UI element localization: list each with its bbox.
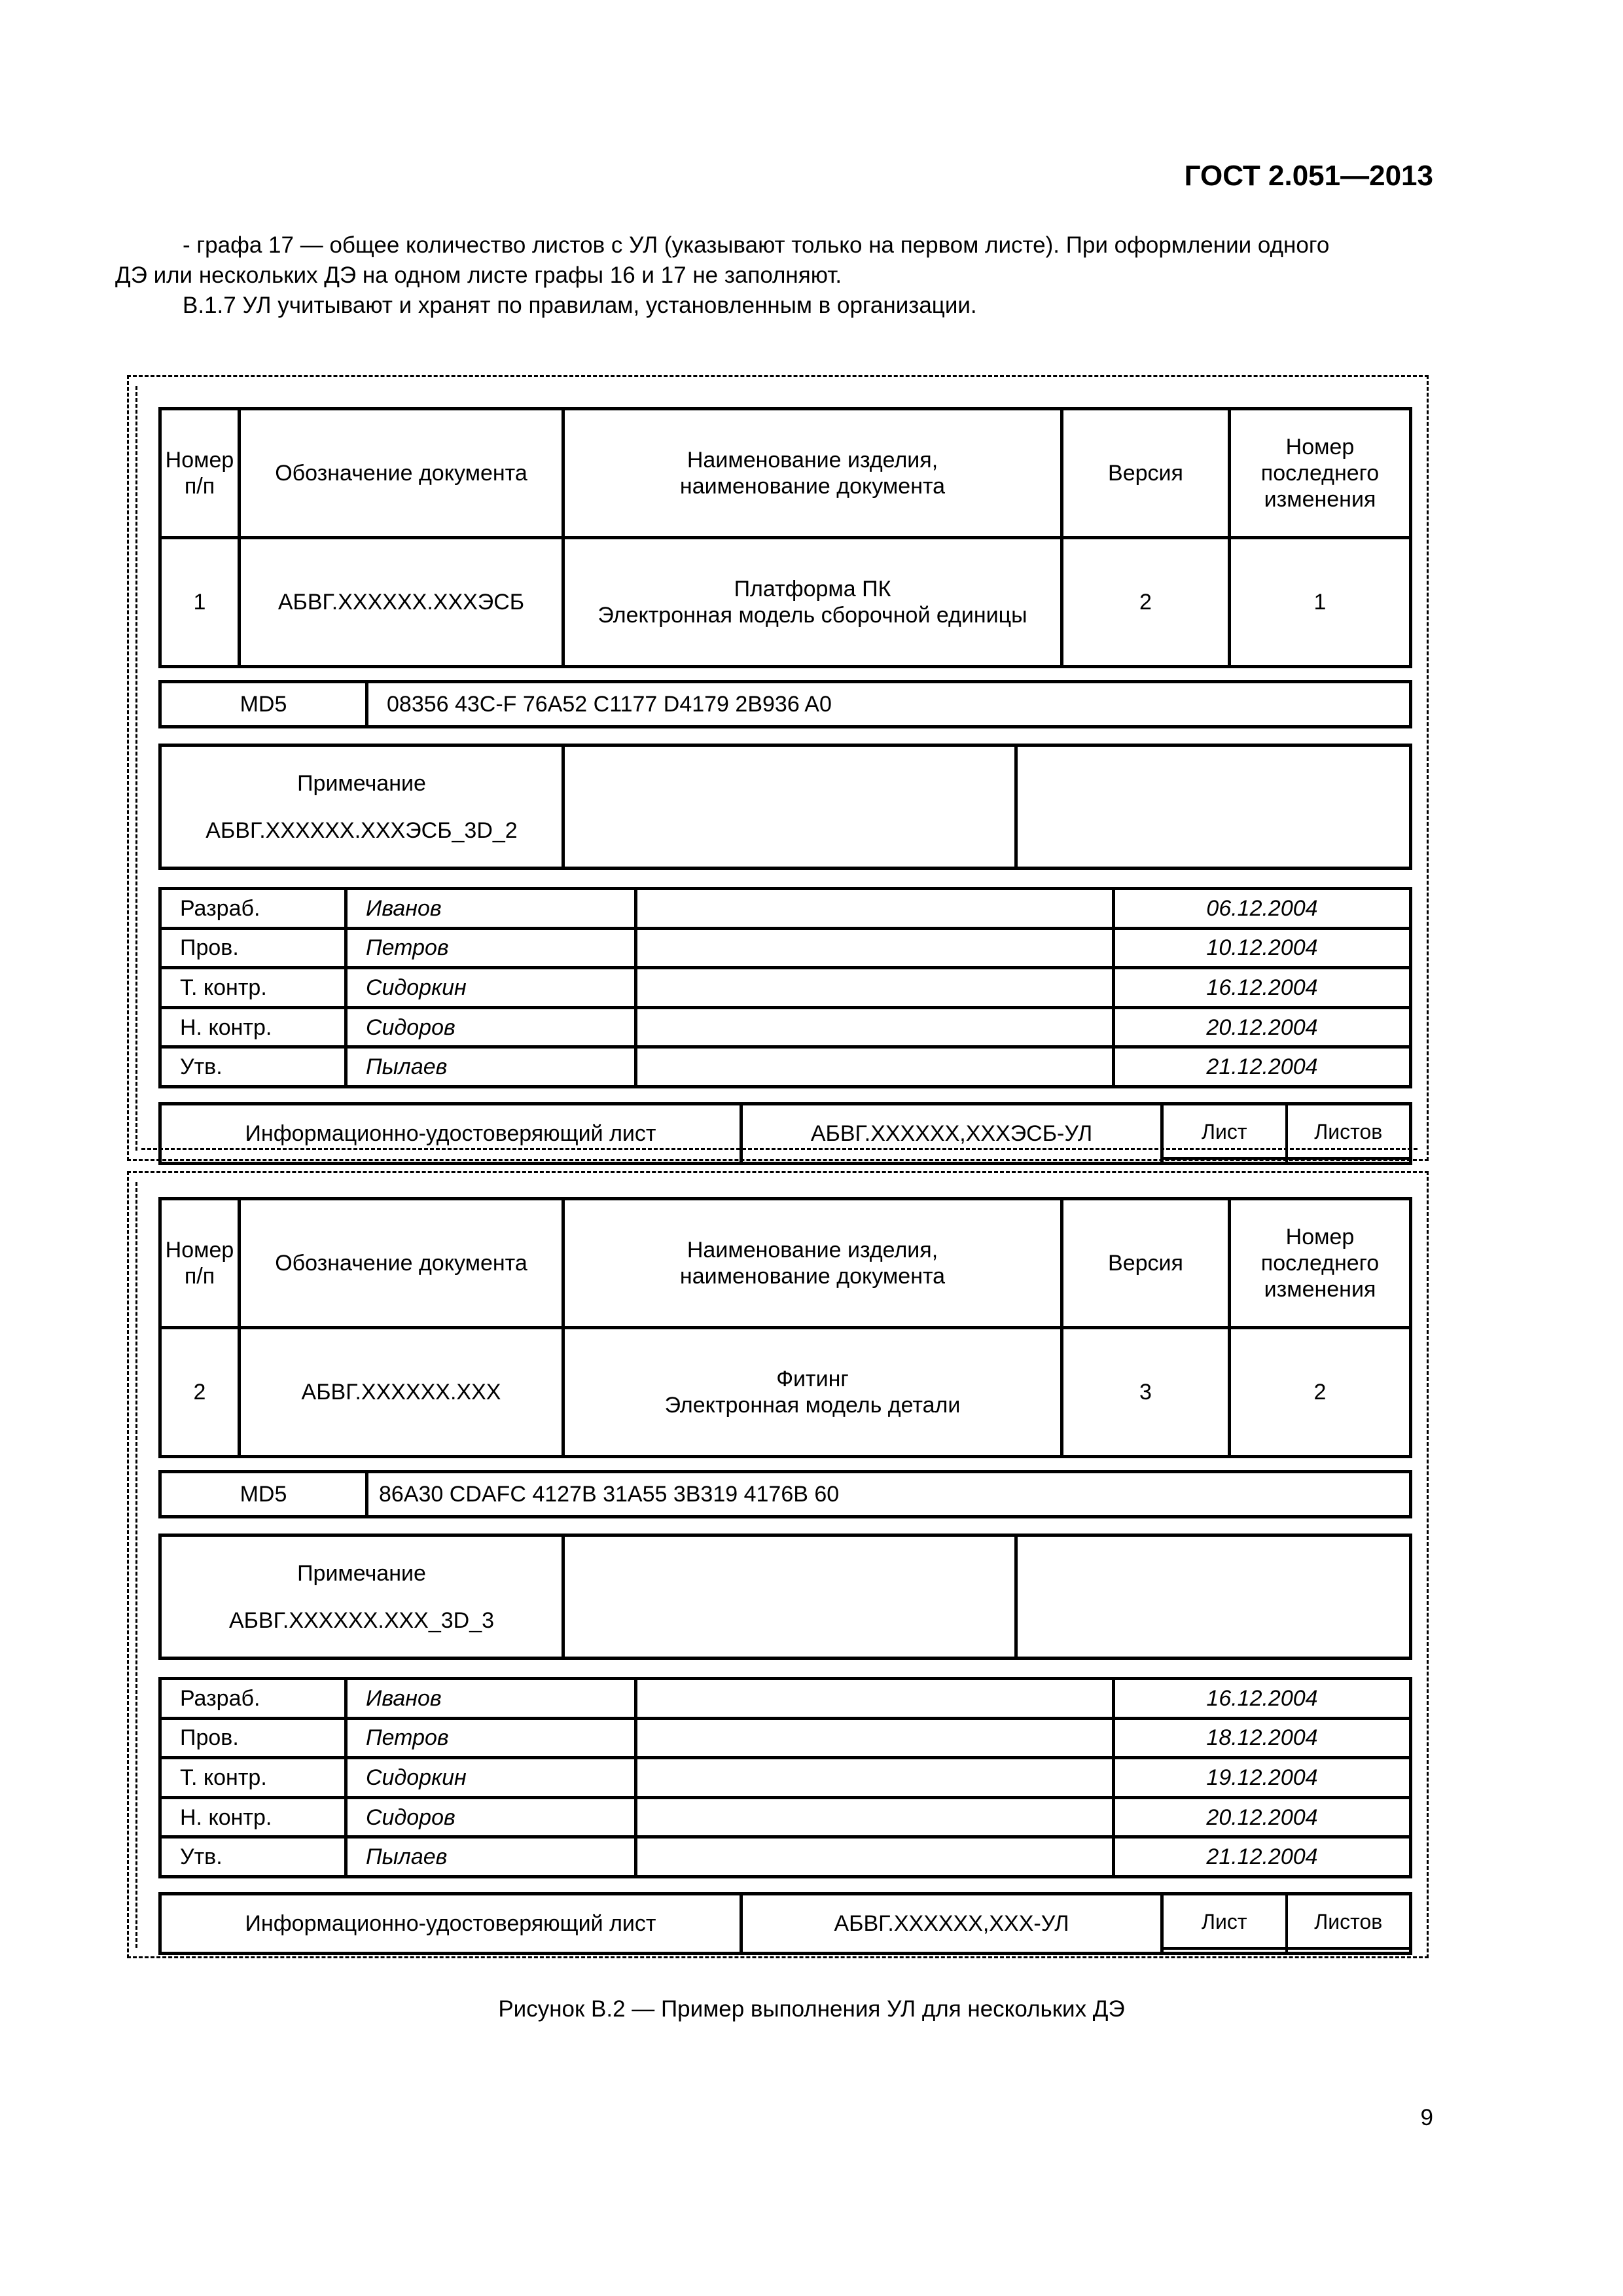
title-block <box>158 1892 1412 1955</box>
signature-blank <box>636 1758 1114 1798</box>
row-version: 3 <box>1062 1328 1230 1457</box>
signature-name: Сидоркин <box>346 1758 636 1798</box>
row-name: Платформа ПК Электронная модель сборочной единицы <box>563 538 1062 667</box>
col-num-header: Номер п/п <box>160 409 240 538</box>
sheets-label: Листов <box>1287 1105 1410 1158</box>
signature-name: Петров <box>346 928 636 968</box>
signature-date: 10.12.2004 <box>1114 928 1411 968</box>
signature-name: Сидоркин <box>346 968 636 1008</box>
signature-blank <box>636 928 1114 968</box>
figure-caption: Рисунок В.2 — Пример выполнения УЛ для нескольких ДЭ <box>498 1996 1125 2022</box>
document-code: АБВГ.XXXXXX,XXX-УЛ <box>741 1894 1162 1954</box>
row-designation: АБВГ.XXXXXX.XXX <box>240 1328 563 1457</box>
row-change: 2 <box>1230 1328 1411 1457</box>
note-label: Примечание <box>297 770 426 796</box>
signature-name: Сидоров <box>346 1797 636 1837</box>
signature-blank <box>636 1679 1114 1719</box>
sheet-frame-1-inner-line <box>135 386 137 1151</box>
signature-row <box>160 1837 1411 1877</box>
col-version-header: Версия <box>1062 1199 1230 1328</box>
signature-name: Иванов <box>346 1679 636 1719</box>
row-num: 1 <box>160 538 240 667</box>
signature-date: 18.12.2004 <box>1114 1718 1411 1758</box>
signature-role: Т. контр. <box>160 968 346 1008</box>
signature-date: 21.12.2004 <box>1114 1837 1411 1877</box>
signature-row <box>160 1797 1411 1837</box>
signature-row <box>160 928 1411 968</box>
note-table <box>158 744 1412 870</box>
signature-blank <box>636 1797 1114 1837</box>
signature-name: Пылаев <box>346 1047 636 1087</box>
document-table <box>158 407 1412 668</box>
signature-date: 20.12.2004 <box>1114 1797 1411 1837</box>
signature-date: 16.12.2004 <box>1114 968 1411 1008</box>
signature-role: Пров. <box>160 928 346 968</box>
md5-value: 08356 43C-F 76A52 C1177 D4179 2B936 A0 <box>367 682 1411 727</box>
col-version-header: Версия <box>1062 409 1230 538</box>
col-name-header: Наименование изделия, наименование документа <box>563 409 1062 538</box>
sheet-title: Информационно-удостоверяющий лист <box>160 1894 741 1954</box>
signature-row <box>160 889 1411 929</box>
row-version: 2 <box>1062 538 1230 667</box>
note-cell <box>160 745 563 869</box>
md5-value: 86A30 CDAFC 4127B 31A55 3B319 4176B 60 <box>367 1472 1411 1517</box>
signature-date: 20.12.2004 <box>1114 1007 1411 1047</box>
signature-role: Разраб. <box>160 1679 346 1719</box>
md5-label: MD5 <box>160 1472 367 1517</box>
signature-name: Иванов <box>346 889 636 929</box>
signatures-table <box>158 887 1412 1088</box>
row-num: 2 <box>160 1328 240 1457</box>
signature-row <box>160 1718 1411 1758</box>
sheet-value <box>1164 1948 1287 1952</box>
signature-blank <box>636 1837 1114 1877</box>
table-row <box>160 538 1411 667</box>
note-cell <box>160 1535 563 1659</box>
note-label: Примечание <box>297 1560 426 1586</box>
signature-date: 21.12.2004 <box>1114 1047 1411 1087</box>
title-block <box>158 1102 1412 1165</box>
signature-row <box>160 968 1411 1008</box>
signature-blank <box>636 889 1114 929</box>
sheet-count <box>1164 1895 1409 1952</box>
signature-blank <box>636 968 1114 1008</box>
note-table <box>158 1534 1412 1660</box>
sheet-label: Лист <box>1164 1895 1287 1948</box>
note-empty-2 <box>1016 745 1411 869</box>
col-change-header: Номер последнего изменения <box>1230 1199 1411 1328</box>
col-change-header: Номер последнего изменения <box>1230 409 1411 538</box>
md5-table <box>158 680 1412 728</box>
signature-name: Пылаев <box>346 1837 636 1877</box>
signature-name: Сидоров <box>346 1007 636 1047</box>
col-designation-header: Обозначение документа <box>240 409 563 538</box>
col-num-header: Номер п/п <box>160 1199 240 1328</box>
sheets-value <box>1287 1948 1410 1952</box>
signature-row <box>160 1047 1411 1087</box>
signature-date: 06.12.2004 <box>1114 889 1411 929</box>
row-name: Фитинг Электронная модель детали <box>563 1328 1062 1457</box>
document-table <box>158 1197 1412 1458</box>
signature-blank <box>636 1718 1114 1758</box>
page-number: 9 <box>1420 2105 1433 2130</box>
md5-table <box>158 1470 1412 1518</box>
row-change: 1 <box>1230 538 1411 667</box>
intro-line-3: В.1.7 УЛ учитывают и хранят по правилам, установленным в организации. <box>183 293 977 318</box>
signature-role: Разраб. <box>160 889 346 929</box>
sheet-value <box>1164 1158 1287 1162</box>
intro-line-2: ДЭ или нескольких ДЭ на одном листе графы 16 и 17 не заполняют. <box>115 262 842 288</box>
signature-role: Пров. <box>160 1718 346 1758</box>
signature-date: 16.12.2004 <box>1114 1679 1411 1719</box>
signatures-table <box>158 1677 1412 1878</box>
note-value: АБВГ.XXXXXX.XXX_3D_3 <box>228 1607 495 1633</box>
sheets-label: Листов <box>1287 1895 1410 1948</box>
signature-role: Т. контр. <box>160 1758 346 1798</box>
col-name-header: Наименование изделия, наименование документа <box>563 1199 1062 1328</box>
note-empty-1 <box>563 745 1016 869</box>
document-code: АБВГ.XXXXXX,XXXЭСБ-УЛ <box>741 1104 1162 1164</box>
sheet-title: Информационно-удостоверяющий лист <box>160 1104 741 1164</box>
note-value: АБВГ.XXXXXX.XXXЭСБ_3D_2 <box>205 817 518 843</box>
md5-label: MD5 <box>160 682 367 727</box>
intro-paragraph <box>115 230 1434 321</box>
sheet-count-cell <box>1162 1894 1411 1954</box>
signature-role: Н. контр. <box>160 1007 346 1047</box>
signature-name: Петров <box>346 1718 636 1758</box>
note-empty-2 <box>1016 1535 1411 1659</box>
note-empty-1 <box>563 1535 1016 1659</box>
sheets-value <box>1287 1158 1410 1162</box>
signature-blank <box>636 1007 1114 1047</box>
table-row <box>160 1328 1411 1457</box>
sheet-count <box>1164 1105 1409 1162</box>
sheet-label: Лист <box>1164 1105 1287 1158</box>
signature-row <box>160 1007 1411 1047</box>
signature-role: Утв. <box>160 1837 346 1877</box>
signature-role: Утв. <box>160 1047 346 1087</box>
signature-role: Н. контр. <box>160 1797 346 1837</box>
signature-row <box>160 1679 1411 1719</box>
row-designation: АБВГ.XXXXXX.XXXЭСБ <box>240 538 563 667</box>
col-designation-header: Обозначение документа <box>240 1199 563 1328</box>
signature-row <box>160 1758 1411 1798</box>
sheet-frame-2-inner-line <box>135 1182 137 1948</box>
sheet-count-cell <box>1162 1104 1411 1164</box>
signature-date: 19.12.2004 <box>1114 1758 1411 1798</box>
intro-line-1: - графа 17 — общее количество листов с УЛ (указывают только на первом листе). При оформлении одного <box>183 232 1330 258</box>
standard-number: ГОСТ 2.051—2013 <box>1184 160 1433 192</box>
signature-blank <box>636 1047 1114 1087</box>
